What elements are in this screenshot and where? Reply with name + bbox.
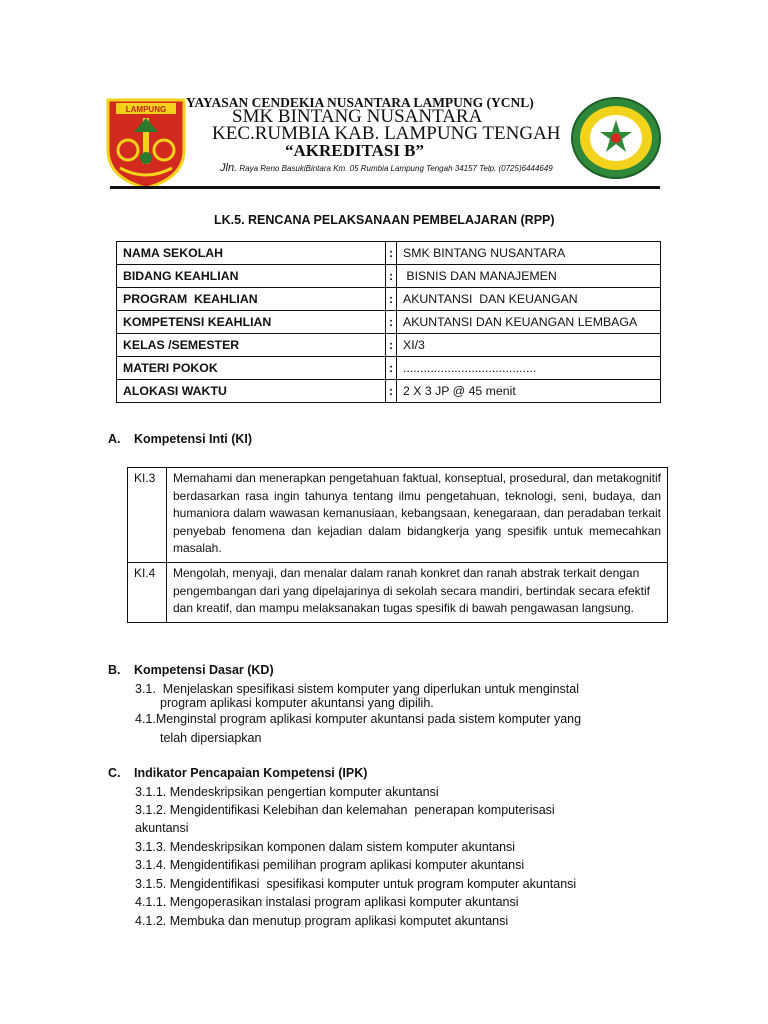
table-row	[128, 563, 668, 623]
lampung-shield-logo	[106, 98, 186, 190]
identity-key: PROGRAM KEAHLIAN	[117, 288, 386, 311]
kd-item-2-line-1: 4.1.Menginstal program aplikasi komputer akuntansi pada sistem komputer yang	[135, 712, 582, 726]
kd-item-1-line-2: program aplikasi komputer akuntansi yang dipilih.	[160, 696, 434, 710]
section-a-heading	[108, 432, 252, 446]
identity-key: MATERI POKOK	[117, 357, 386, 380]
ipk-item: 3.1.5. Mengidentifikasi spesifikasi komputer untuk program komputer akuntansi	[135, 877, 577, 891]
address-prefix: Jln.	[220, 162, 238, 174]
table-row	[117, 265, 661, 288]
school-seal-logo	[570, 96, 662, 180]
ipk-item: 4.1.2. Membuka dan menutup program aplikasi komputet akuntansi	[135, 914, 509, 928]
ki-code: KI.4	[128, 563, 167, 623]
school-district: KEC.RUMBIA KAB. LAMPUNG TENGAH	[212, 123, 561, 144]
document-title: LK.5. RENCANA PELAKSANAAN PEMBELAJARAN (RPP)	[214, 213, 555, 227]
table-row	[117, 242, 661, 265]
letterhead-rule	[110, 186, 660, 189]
school-name: SMK BINTANG NUSANTARA	[232, 106, 483, 127]
section-b-heading	[108, 663, 274, 677]
identity-key: NAMA SEKOLAH	[117, 242, 386, 265]
section-title: Kompetensi Inti (KI)	[134, 432, 253, 446]
foundation-name: YAYASAN CENDEKIA NUSANTARA LAMPUNG (YCNL)	[186, 95, 534, 110]
identity-value: .......................................	[397, 357, 661, 380]
school-address	[220, 162, 553, 174]
ipk-item: 3.1.4. Mengidentifikasi pemilihan program aplikasi komputer akuntansi	[135, 858, 525, 872]
table-row	[117, 334, 661, 357]
ki-text: Memahami dan menerapkan pengetahuan faktual, konseptual, prosedural, dan metakognitif berdasarkan rasa ingin tahunya tentang ilmu pengetahuan, teknologi, seni, budaya, dan humaniora dalam wawasan kemanusiaan, kebangsaan, kenegaraan, dan peradaban terkait penyebab fenomena dan kejadian dalam bidangkerja yang spesifik untuk memecahkan masalah.	[167, 468, 668, 563]
identity-key: KOMPETENSI KEAHLIAN	[117, 311, 386, 334]
ipk-item: 4.1.1. Mengoperasikan instalasi program aplikasi komputer akuntansi	[135, 895, 519, 909]
identity-value: BISNIS DAN MANAJEMEN	[397, 265, 661, 288]
identity-value: AKUNTANSI DAN KEUANGAN LEMBAGA	[397, 311, 661, 334]
identity-table	[116, 241, 661, 403]
identity-separator: :	[386, 242, 397, 265]
table-row	[117, 288, 661, 311]
identity-value: SMK BINTANG NUSANTARA	[397, 242, 661, 265]
address-text: Raya Reno BasukiBintara Km. 05 Rumbia Lampung Tengah 34157 Telp. (0725)6444649	[239, 164, 553, 173]
table-row	[117, 311, 661, 334]
ipk-item: 3.1.2. Mengidentifikasi Kelebihan dan kelemahan penerapan komputerisasi	[135, 803, 555, 817]
section-c-heading	[108, 766, 367, 780]
table-row	[117, 357, 661, 380]
section-title: Kompetensi Dasar (KD)	[134, 663, 274, 677]
identity-separator: :	[386, 311, 397, 334]
table-row	[117, 380, 661, 403]
identity-separator: :	[386, 265, 397, 288]
identity-separator: :	[386, 380, 397, 403]
ipk-item: 3.1.3. Mendeskripsikan komponen dalam sistem komputer akuntansi	[135, 840, 516, 854]
identity-value: XI/3	[397, 334, 661, 357]
identity-separator: :	[386, 334, 397, 357]
svg-text:LAMPUNG: LAMPUNG	[125, 105, 167, 114]
identity-key: ALOKASI WAKTU	[117, 380, 386, 403]
ipk-item-continuation: akuntansi	[135, 821, 189, 835]
accreditation: “AKREDITASI B”	[285, 141, 425, 160]
kd-item-2-line-2: telah dipersiapkan	[160, 731, 262, 745]
identity-value: AKUNTANSI DAN KEUANGAN	[397, 288, 661, 311]
section-letter: B.	[108, 663, 121, 677]
kd-item-1-line-1: 3.1. Menjelaskan spesifikasi sistem komputer yang diperlukan untuk menginstal	[135, 682, 579, 696]
identity-value: 2 X 3 JP @ 45 menit	[397, 380, 661, 403]
ipk-item: 3.1.1. Mendeskripsikan pengertian komputer akuntansi	[135, 785, 439, 799]
identity-key: KELAS /SEMESTER	[117, 334, 386, 357]
ki-code: KI.3	[128, 468, 167, 563]
identity-separator: :	[386, 357, 397, 380]
section-letter: C.	[108, 766, 121, 780]
section-title: Indikator Pencapaian Kompetensi (IPK)	[134, 766, 368, 780]
ki-text: Mengolah, menyaji, dan menalar dalam ranah konkret dan ranah abstrak terkait dengan pengembangan dari yang dipelajarinya di sekolah secara mandiri, bertindak secara efektif dan kreatif, dan mampu melaksanakan tugas spesifik di bawah pengawasan langsung.	[167, 563, 668, 623]
ki-table	[127, 467, 668, 623]
identity-key: BIDANG KEAHLIAN	[117, 265, 386, 288]
identity-separator: :	[386, 288, 397, 311]
section-letter: A.	[108, 432, 121, 446]
table-row	[128, 468, 668, 563]
